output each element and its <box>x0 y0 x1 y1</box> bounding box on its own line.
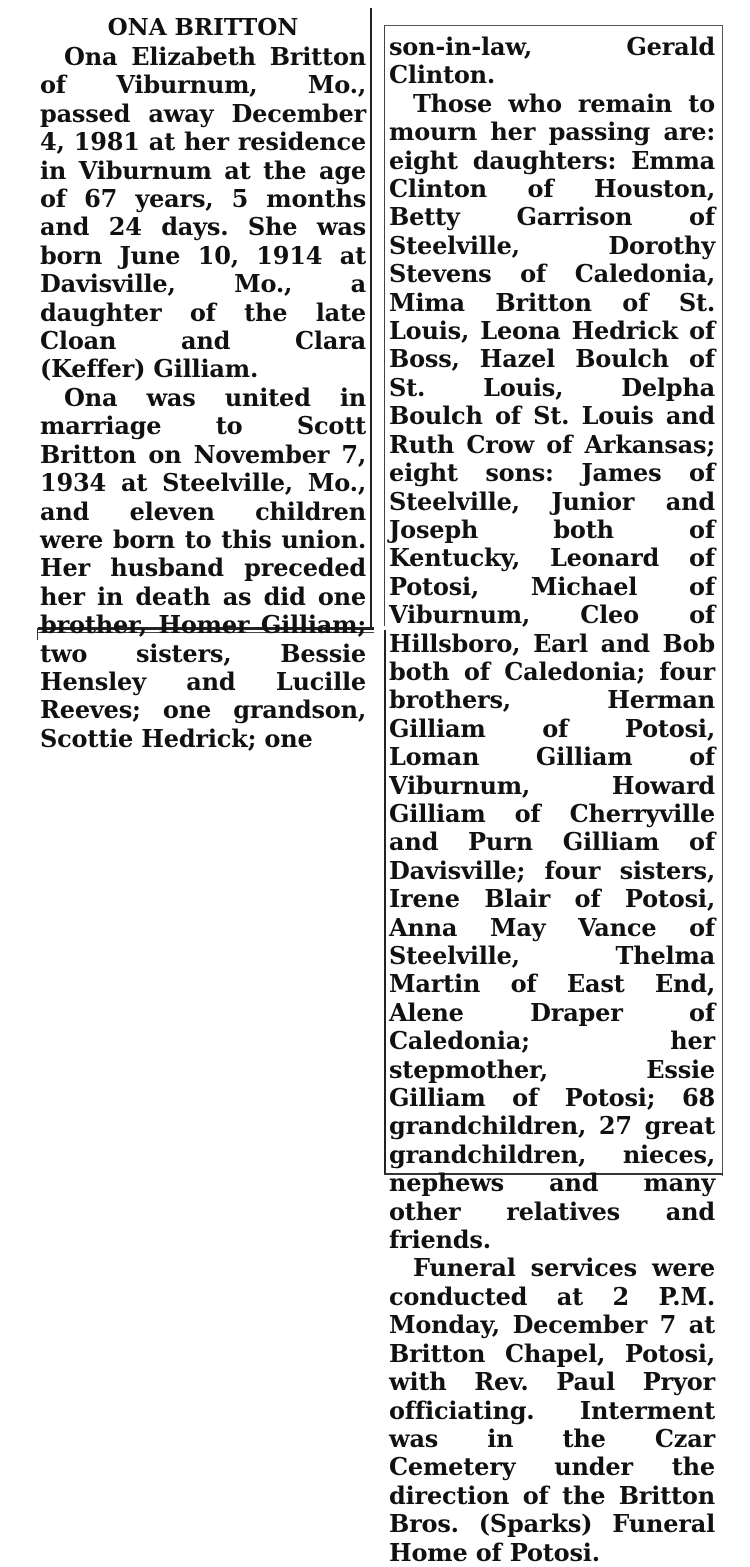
obituary-paragraph-2: Ona was united in marriage to Scott Britton on November 7, 1934 at Steelville, Mo., and eleven children were born to this union. Her husband preceded her in death as did one brother, Homer Gilliam; two sisters, Bessie Hensley and Lucille Reeves; one grandson, Scottie Hedrick; one <box>40 382 366 753</box>
obituary-funeral-paragraph: Funeral services were conducted at 2 P.M. Monday, December 7 at Britton Chapel, Potosi, with Rev. Paul Pryor officiating. Interment was in the Czar Cemetery under the direction of the Britton Bros. (Sparks) Funeral Home of Potosi. <box>389 1253 715 1567</box>
left-column <box>40 14 366 753</box>
column-divider <box>370 8 372 628</box>
obituary-headline: ONA BRITTON <box>107 14 299 41</box>
obituary-survivors-paragraph: Those who remain to mourn her passing are: eight daughters: Emma Clinton of Houston, Betty Garrison of Steelville, Dorothy Stevens of Caledonia, Mima Britton of St. Louis, Leona Hedrick of Boss, Hazel Boulch of St. Louis, Delpha Boulch of St. Louis and Ruth Crow of Arkansas; eight sons: James of Steelville, Junior and Joseph both of Kentucky, Leonard of Potosi, Michael of Viburnum, Cleo of Hillsboro, Earl and Bob both of Caledonia; four brothers, Herman Gilliam of Potosi, Loman Gilliam of Viburnum, Howard Gilliam of Cherryville and Purn Gilliam of Davisville; four sisters, Irene Blair of Potosi, Anna May Vance of Steelville, Thelma Martin of East End, Alene Draper of Caledonia; her stepmother, Essie Gilliam of Potosi; 68 grandchildren, 27 great grandchildren, nieces, nephews and many other relatives and friends. <box>389 88 715 1255</box>
obituary-paragraph-1: Ona Elizabeth Britton of Viburnum, Mo., passed away December 4, 1981 at her residence in Viburnum at the age of 67 years, 5 months and 24 days. She was born June 10, 1914 at Davisville, Mo., a daughter of the late Cloan and Clara (Keffer) Gilliam. <box>40 42 366 384</box>
obituary-paragraph-2-continued: son-in-law, Gerald Clinton. <box>389 32 715 90</box>
right-column <box>389 33 715 1567</box>
right-box-left-border <box>384 630 386 1175</box>
right-box-right-border <box>722 26 723 1176</box>
right-box-top-border <box>384 25 723 26</box>
right-box-left-border-top <box>384 26 385 626</box>
left-column-corner-tick <box>37 628 38 640</box>
